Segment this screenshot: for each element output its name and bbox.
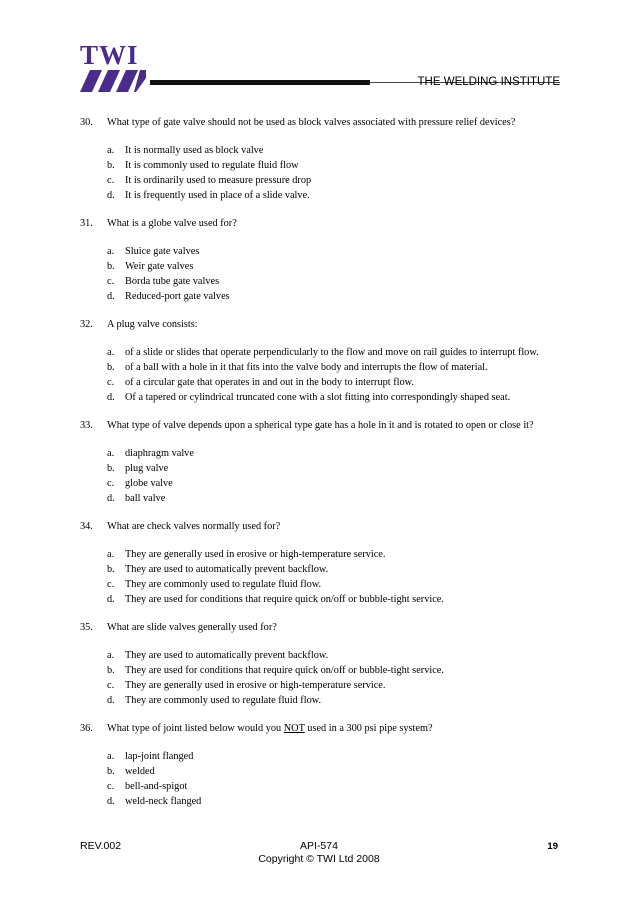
option-letter: c. — [107, 478, 115, 489]
option-letter: c. — [107, 377, 115, 388]
option-letter: c. — [107, 781, 115, 792]
option-text: They are generally used in erosive or high-temperature service. — [125, 680, 386, 691]
option-letter: d. — [107, 291, 115, 302]
option-list — [107, 143, 570, 203]
option — [107, 592, 570, 607]
option — [107, 663, 570, 678]
question-33 — [80, 419, 570, 506]
option-text: They are used to automatically prevent backflow. — [125, 650, 329, 661]
question-36 — [80, 722, 570, 809]
question-text: What type of valve depends upon a spherical type gate has a hole in it and is rotated to open or close it? — [107, 420, 534, 431]
option-text: plug valve — [125, 463, 169, 474]
option-text: globe valve — [125, 478, 173, 489]
option — [107, 749, 570, 764]
question-text: What is a globe valve used for? — [107, 218, 237, 229]
option — [107, 375, 570, 390]
logo-stripes-icon — [80, 70, 146, 92]
option-list — [107, 547, 570, 607]
option-letter: c. — [107, 680, 115, 691]
question-text: What are slide valves generally used for? — [107, 622, 277, 633]
option-letter: b. — [107, 564, 115, 575]
question-31 — [80, 217, 570, 304]
question-35 — [80, 621, 570, 708]
option-text: bell-and-spigot — [125, 781, 188, 792]
option — [107, 390, 570, 405]
twi-logo — [80, 42, 146, 92]
option — [107, 360, 570, 375]
question-32 — [80, 318, 570, 405]
option-text: of a ball with a hole in it that fits into the valve body and interrupts the flow of material. — [125, 362, 488, 373]
option-text: Borda tube gate valves — [125, 276, 220, 287]
question-number: 34. — [80, 521, 93, 532]
option-text: lap-joint flanged — [125, 751, 194, 762]
question-text — [107, 722, 570, 736]
question-number: 35. — [80, 622, 93, 633]
option — [107, 188, 570, 203]
question-text-start: What type of joint listed below would you — [107, 723, 284, 734]
option-text: Of a tapered or cylindrical truncated cone with a slot fitting into correspondingly shaped seat. — [125, 392, 511, 403]
option-letter: a. — [107, 549, 115, 560]
option-text: Weir gate valves — [125, 261, 194, 272]
option-letter: b. — [107, 766, 115, 777]
option — [107, 345, 570, 360]
option-letter: b. — [107, 665, 115, 676]
question-text: What type of gate valve should not be used as block valves associated with pressure relief devices? — [107, 117, 516, 128]
option-letter: a. — [107, 145, 115, 156]
option-letter: a. — [107, 751, 115, 762]
option-text: They are generally used in erosive or high-temperature service. — [125, 549, 386, 560]
question-number: 30. — [80, 117, 93, 128]
option-list — [107, 345, 570, 405]
option-letter: d. — [107, 392, 115, 403]
option-letter: d. — [107, 594, 115, 605]
page-number: 19 — [547, 841, 558, 852]
question-34 — [80, 520, 570, 607]
option — [107, 491, 570, 506]
option-text: They are used for conditions that require quick on/off or bubble-tight service. — [125, 665, 444, 676]
option-text: It is frequently used in place of a slide valve. — [125, 190, 310, 201]
option — [107, 547, 570, 562]
option — [107, 289, 570, 304]
institute-name: THE WELDING INSTITUTE — [417, 76, 560, 88]
option-text: It is ordinarily used to measure pressure drop — [125, 175, 312, 186]
option-letter: b. — [107, 362, 115, 373]
option — [107, 678, 570, 693]
option-text: It is normally used as block valve — [125, 145, 264, 156]
option — [107, 764, 570, 779]
option-letter: d. — [107, 493, 115, 504]
option-text: Reduced-port gate valves — [125, 291, 230, 302]
option-letter: d. — [107, 695, 115, 706]
option — [107, 693, 570, 708]
option — [107, 259, 570, 274]
option — [107, 244, 570, 259]
question-text: A plug valve consists: — [107, 319, 198, 330]
option-text: diaphragm valve — [125, 448, 194, 459]
option-letter: c. — [107, 276, 115, 287]
copyright-notice: Copyright © TWI Ltd 2008 — [258, 853, 380, 865]
option-letter: b. — [107, 160, 115, 171]
option-text: They are commonly used to regulate fluid flow. — [125, 579, 322, 590]
option-list — [107, 244, 570, 304]
option — [107, 476, 570, 491]
option-text: They are used to automatically prevent backflow. — [125, 564, 329, 575]
option — [107, 446, 570, 461]
option-text: Sluice gate valves — [125, 246, 200, 257]
option-text: of a slide or slides that operate perpendicularly to the flow and move on rail guides to interrupt flow. — [125, 347, 539, 358]
option-letter: b. — [107, 261, 115, 272]
header-rule-thick — [150, 80, 370, 85]
option-text: weld-neck flanged — [125, 796, 202, 807]
option — [107, 779, 570, 794]
question-number: 36. — [80, 723, 93, 734]
option-list — [107, 749, 570, 809]
option-letter: d. — [107, 190, 115, 201]
option-letter: b. — [107, 463, 115, 474]
option-letter: a. — [107, 347, 115, 358]
option — [107, 143, 570, 158]
option-letter: a. — [107, 448, 115, 459]
option-list — [107, 446, 570, 506]
question-text: What are check valves normally used for? — [107, 521, 281, 532]
option — [107, 562, 570, 577]
option-list — [107, 648, 570, 708]
option — [107, 648, 570, 663]
option-letter: c. — [107, 579, 115, 590]
option-text: of a circular gate that operates in and out in the body to interrupt flow. — [125, 377, 414, 388]
question-number: 32. — [80, 319, 93, 330]
option-letter: c. — [107, 175, 115, 186]
option — [107, 794, 570, 809]
option-text: They are commonly used to regulate fluid flow. — [125, 695, 322, 706]
question-list — [80, 116, 570, 823]
option-text: It is commonly used to regulate fluid flow — [125, 160, 299, 171]
option — [107, 461, 570, 476]
document-code: API-574 — [300, 840, 338, 852]
question-30 — [80, 116, 570, 203]
logo-text: TWI — [80, 40, 139, 70]
option — [107, 274, 570, 289]
option-letter: a. — [107, 246, 115, 257]
option — [107, 577, 570, 592]
option-text: welded — [125, 766, 155, 777]
question-number: 33. — [80, 420, 93, 431]
option — [107, 158, 570, 173]
option-text: They are used for conditions that require quick on/off or bubble-tight service. — [125, 594, 444, 605]
question-text-end: used in a 300 psi pipe system? — [304, 723, 433, 734]
option-text: ball valve — [125, 493, 166, 504]
option-letter: a. — [107, 650, 115, 661]
option — [107, 173, 570, 188]
question-text-emphasis: NOT — [283, 723, 305, 734]
question-number: 31. — [80, 218, 93, 229]
revision-label: REV.002 — [80, 840, 122, 852]
option-letter: d. — [107, 796, 115, 807]
